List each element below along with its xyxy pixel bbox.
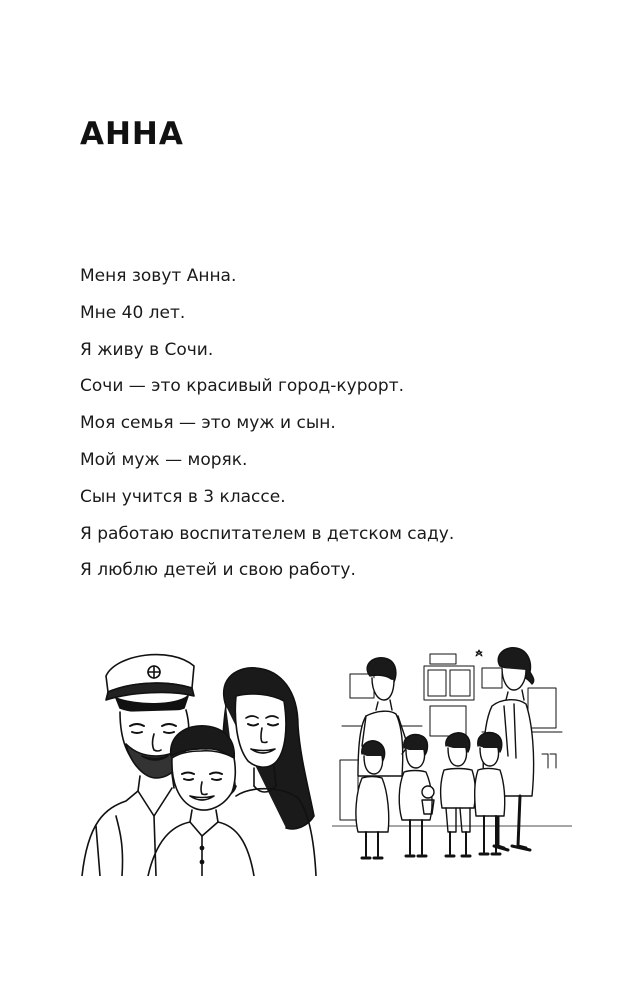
text-line: Сын учится в 3 классе.: [80, 486, 286, 507]
story-text: [80, 258, 580, 589]
text-line: Меня зовут Анна.: [80, 266, 237, 286]
page-title: АННА: [80, 116, 184, 152]
children: [356, 733, 505, 859]
kindergarten-illustration: [332, 636, 572, 868]
text-line: Я люблю детей и свою работу.: [80, 560, 356, 581]
text-line: Сочи — это красивый город-курорт.: [80, 376, 405, 397]
text-line: Мне 40 лет.: [80, 302, 186, 323]
text-line: Мой муж — моряк.: [80, 449, 248, 470]
text-line: Я работаю воспитателем в детском саду.: [80, 523, 455, 544]
family-illustration: [76, 636, 318, 876]
text-line: Моя семья — это муж и сын.: [80, 413, 336, 434]
text-line: Я живу в Сочи.: [80, 339, 214, 360]
